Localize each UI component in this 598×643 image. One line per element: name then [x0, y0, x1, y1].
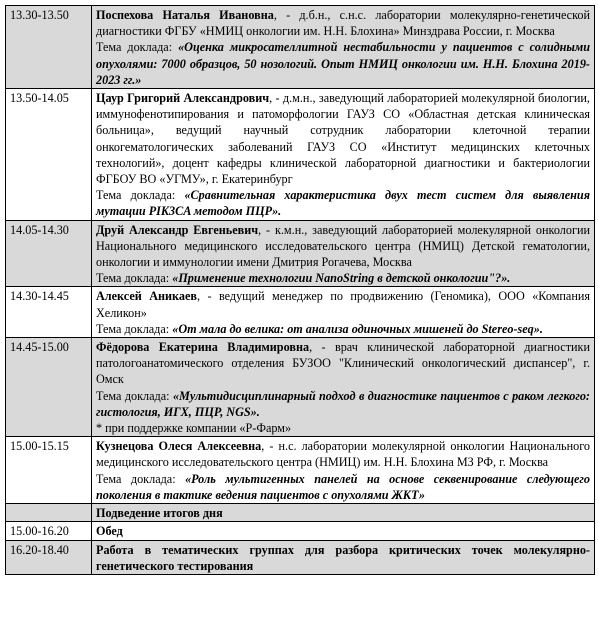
- talk-title: «От мала до велика: от анализа одиночных мишеней до Stereo-seq».: [172, 321, 543, 336]
- speaker-affiliation: , - врач клинической лабораторной диагностики патологоанатомического отделения БУЗОО "Клинический онкологический диспансер", г. Омск: [96, 340, 590, 387]
- talk-label: Тема доклада:: [96, 321, 173, 336]
- speaker-affiliation: , - д.б.н., с.н.с. лаборатории молекулярно-генетической диагностики ФГБУ «НМИЦ онкологии им. Н.Н. Блохина» Минздрава России, г. Москва: [96, 8, 590, 39]
- schedule-row: [6, 89, 595, 221]
- time-slot: 14.45-15.00: [6, 338, 92, 437]
- time-slot: 13.30-13.50: [6, 6, 92, 89]
- schedule-table: [5, 5, 595, 575]
- final-row: [6, 540, 595, 574]
- talk-title: «Роль мультигенных панелей на основе секвенирование следующего поколения в тактике ведения пациентов с опухолями ЖКТ»: [96, 471, 590, 502]
- speaker-name: Цаур Григорий Александрович: [96, 91, 270, 106]
- time-slot: 14.30-14.45: [6, 287, 92, 338]
- lunch-row: [6, 522, 595, 540]
- schedule-row: [6, 437, 595, 504]
- time-slot: 15.00-16.20: [6, 522, 92, 540]
- talk-title: «Оценка микросателлитной нестабильности у пациентов с солидными опухолями: 7000 образцов, 50 нозологий. Опыт НМИЦ онкологии им. Н.Н. Блохина 2019-2023 гг.»: [96, 40, 590, 87]
- speaker-name: Друй Александр Евгеньевич: [96, 222, 259, 237]
- session-details: [92, 287, 595, 338]
- session-details: [92, 220, 595, 287]
- summary-label: Подведение итогов дня: [92, 504, 595, 522]
- schedule-row: [6, 220, 595, 287]
- speaker-name: Кузнецова Олеся Алексеевна: [96, 439, 262, 454]
- talk-title: «Сравнительная характеристика двух тест систем для выявления мутации PIK3CA методом ПЦР».: [96, 188, 590, 219]
- time-slot-empty: [6, 504, 92, 522]
- speaker-affiliation: , - н.с. лаборатории молекулярной онкологии Национального медицинского исследовательского центра (НМИЦ) им. Н.Н. Блохина МЗ РФ, г. Москва: [96, 439, 590, 470]
- final-session-label: Работа в тематических группах для разбора критических точек молекулярно-генетического тестирования: [92, 540, 595, 574]
- schedule-body: [6, 6, 595, 575]
- schedule-row: [6, 287, 595, 338]
- session-details: [92, 437, 595, 504]
- time-slot: 16.20-18.40: [6, 540, 92, 574]
- schedule-row: [6, 6, 595, 89]
- talk-label: Тема доклада:: [96, 388, 173, 403]
- session-details: [92, 89, 595, 221]
- schedule-row: [6, 338, 595, 437]
- talk-label: Тема доклада:: [96, 40, 179, 55]
- sponsor-note: * при поддержке компании «Р-Фарм»: [96, 421, 292, 436]
- summary-row: [6, 504, 595, 522]
- talk-title: «Мультидисциплинарный подход в диагностике пациентов с раком легкого: гистология, ИГХ, ПЦР, NGS».: [96, 388, 590, 419]
- session-details: [92, 6, 595, 89]
- speaker-name: Фёдорова Екатерина Владимировна: [96, 340, 310, 355]
- speaker-name: Поспехова Наталья Ивановна: [96, 8, 274, 22]
- talk-title: «Применение технологии NanoString в детской онкологии"?».: [172, 271, 511, 286]
- talk-label: Тема доклада:: [96, 188, 185, 203]
- time-slot: 13.50-14.05: [6, 89, 92, 221]
- speaker-affiliation: , - д.м.н., заведующий лабораторией молекулярной биологии, иммунофенотипирования и патоморфологии ГАУЗ СО «Областная детская клиническая больница», ведущий научный сотрудник лаборатории клеточной терапии онкогематологических заболеваний ГАУЗ СО «Институт медицинских клеточных технологий», доцент кафедры клинической лабораторной диагностики и бактериологии ФГБОУ ВО «УГМУ», г. Екатеринбург: [96, 91, 590, 187]
- speaker-affiliation: , - ведущий менеджер по продвижению (Геномика), ООО «Компания Хеликон»: [96, 289, 590, 320]
- speaker-affiliation: , - к.м.н., заведующий лабораторией молекулярной онкологии Национального медицинского исследовательского центра (НМИЦ) Детской гематологии, онкологии и иммунологии имени Дмитрия Рогачева, Москва: [96, 222, 590, 270]
- talk-label: Тема доклада:: [96, 471, 186, 486]
- talk-label: Тема доклада:: [96, 271, 173, 286]
- session-details: [92, 338, 595, 437]
- lunch-label: Обед: [92, 522, 595, 540]
- speaker-name: Алексей Аникаев: [96, 289, 197, 304]
- time-slot: 14.05-14.30: [6, 220, 92, 287]
- time-slot: 15.00-15.15: [6, 437, 92, 504]
